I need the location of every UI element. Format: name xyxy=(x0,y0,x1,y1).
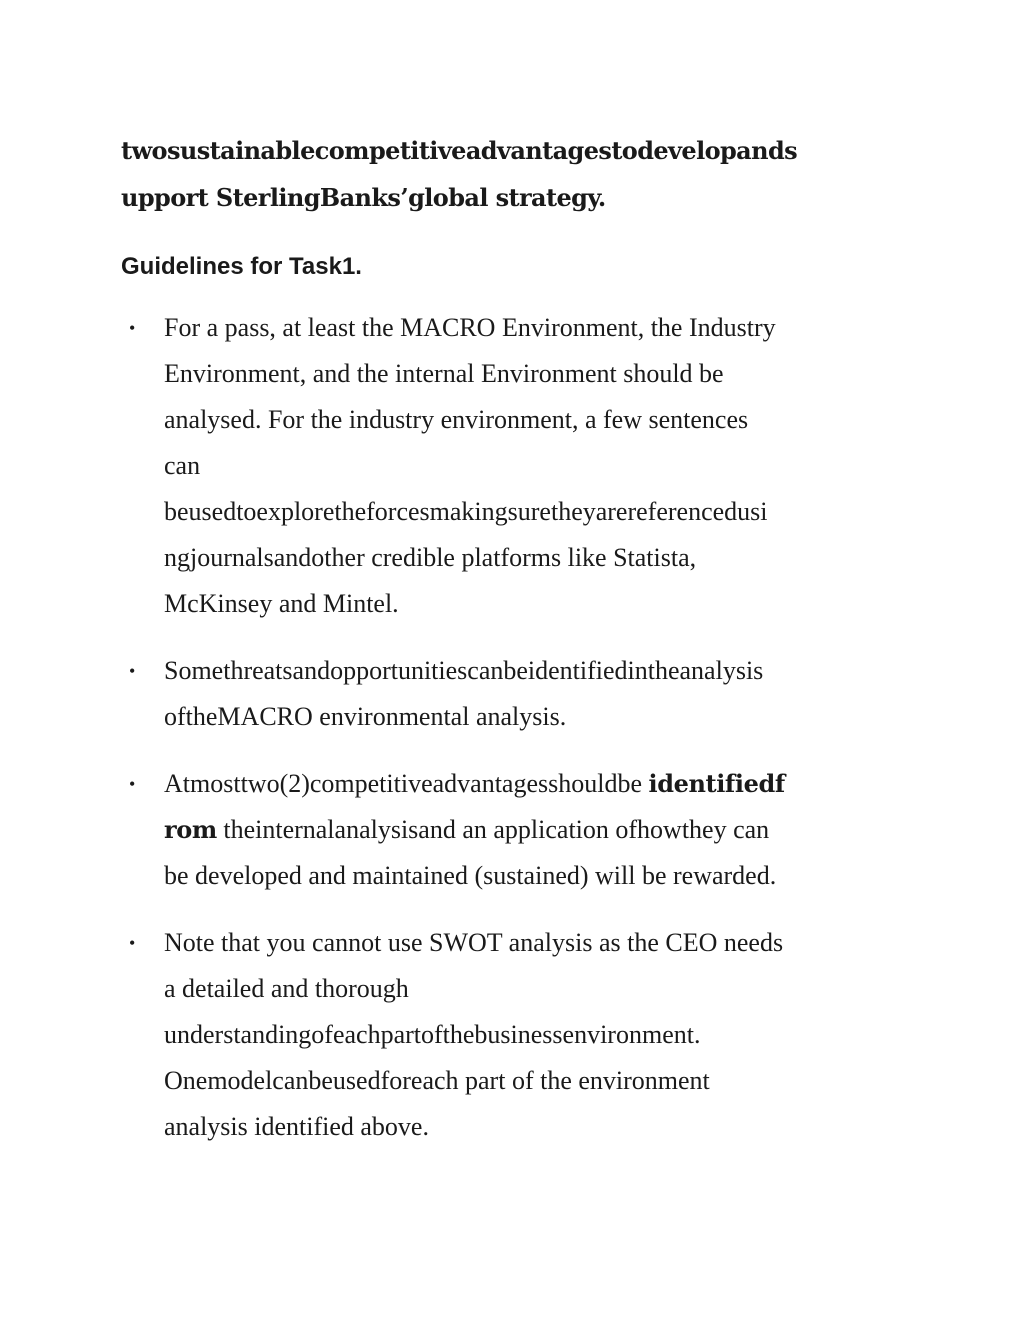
guideline-line: Somethreatsandopportunitiescanbeidentifiedintheanalysis xyxy=(164,656,764,685)
guideline-line: Note that you cannot use SWOT analysis as the CEO needs xyxy=(164,928,784,957)
guideline-item xyxy=(121,761,921,899)
guideline-emphasis: rom xyxy=(164,815,217,844)
guidelines-list xyxy=(121,305,921,1171)
guideline-line: For a pass, at least the MACRO Environment, the Industry xyxy=(164,313,776,342)
guideline-line: Environment, and the internal Environment should be xyxy=(164,359,724,388)
guideline-line: understandingofeachpartofthebusinessenvironment. xyxy=(164,1020,701,1049)
guideline-line: oftheMACRO environmental analysis. xyxy=(164,702,567,731)
section-heading: Guidelines for Task1. xyxy=(121,253,362,280)
guideline-line: analysis identified above. xyxy=(164,1112,429,1141)
guideline-line xyxy=(164,761,921,807)
guideline-line: can xyxy=(164,451,201,480)
guideline-line: beusedtoexploretheforcesmakingsuretheyarereferencedusi xyxy=(164,497,768,526)
guideline-text: theinternalanalysisand an application ofhowthey can xyxy=(216,815,770,844)
bullet-icon: • xyxy=(129,933,136,953)
guideline-line: be developed and maintained (sustained) will be rewarded. xyxy=(164,861,777,890)
guideline-line: Onemodelcanbeusedforeach part of the environment xyxy=(164,1066,710,1095)
intro-line: twosustainablecompetitiveadvantagestodevelopands xyxy=(121,136,798,165)
guideline-line: ngjournalsandother credible platforms like Statista, xyxy=(164,543,697,572)
guideline-text: Atmosttwo(2)competitiveadvantagesshouldbe xyxy=(164,769,649,798)
guideline-line: a detailed and thorough xyxy=(164,974,409,1003)
guideline-line: analysed. For the industry environment, a few sentences xyxy=(164,405,749,434)
guideline-line xyxy=(164,807,921,853)
bullet-icon: • xyxy=(129,774,136,794)
intro-line: upport SterlingBanks’global strategy. xyxy=(121,183,606,212)
guideline-item xyxy=(121,305,921,627)
intro-paragraph xyxy=(121,127,911,221)
bullet-icon: • xyxy=(129,661,136,681)
guideline-line: McKinsey and Mintel. xyxy=(164,589,399,618)
guideline-item xyxy=(121,920,921,1150)
guideline-item xyxy=(121,648,921,740)
guideline-emphasis: identifiedf xyxy=(648,769,785,798)
bullet-icon: • xyxy=(129,318,136,338)
